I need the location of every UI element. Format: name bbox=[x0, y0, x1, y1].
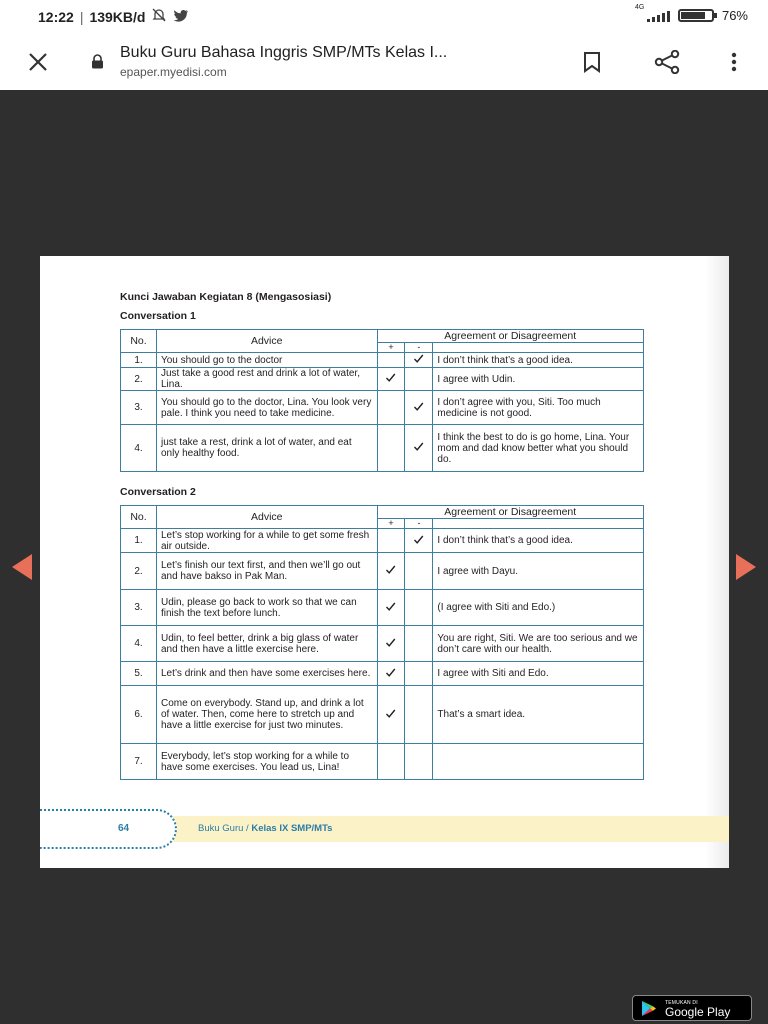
badge-store-name: Google Play bbox=[665, 1005, 731, 1019]
col-header-no: No. bbox=[121, 506, 157, 529]
check-mark-icon bbox=[413, 441, 424, 452]
row-advice: just take a rest, drink a lot of water, and eat only healthy food. bbox=[156, 425, 377, 472]
table-row bbox=[121, 553, 644, 590]
check-mark-icon bbox=[385, 637, 396, 648]
row-advice: You should go to the doctor bbox=[156, 353, 377, 368]
row-minus-mark bbox=[405, 744, 433, 780]
network-type: 4G bbox=[634, 3, 645, 11]
col-header-agreement: Agreement or Disagreement bbox=[377, 330, 644, 343]
col-header-minus: - bbox=[405, 519, 433, 529]
battery-icon bbox=[678, 9, 714, 22]
check-mark-icon bbox=[413, 353, 424, 364]
row-advice: Let’s stop working for a while to get some fresh air outside. bbox=[156, 529, 377, 553]
google-play-badge[interactable] bbox=[632, 995, 752, 1021]
row-advice: Let’s drink and then have some exercises here. bbox=[156, 662, 377, 686]
conversation1-rows bbox=[121, 353, 644, 472]
row-advice: Just take a good rest and drink a lot of water, Lina. bbox=[156, 368, 377, 391]
col-header-advice: Advice bbox=[156, 506, 377, 529]
table-row bbox=[121, 590, 644, 626]
row-number: 4. bbox=[121, 425, 157, 472]
row-number: 1. bbox=[121, 353, 157, 368]
mute-bell-icon bbox=[151, 8, 167, 25]
row-minus-mark bbox=[405, 391, 433, 425]
arrow-right-icon bbox=[734, 552, 758, 582]
row-plus-mark bbox=[377, 391, 405, 425]
row-number: 5. bbox=[121, 662, 157, 686]
row-plus-mark bbox=[377, 368, 405, 391]
row-plus-mark bbox=[377, 425, 405, 472]
row-response bbox=[433, 744, 644, 780]
row-minus-mark bbox=[405, 368, 433, 391]
close-icon bbox=[27, 51, 49, 73]
footer-book-prefix: Buku Guru / bbox=[198, 823, 249, 834]
row-minus-mark bbox=[405, 353, 433, 368]
check-mark-icon bbox=[385, 564, 396, 575]
more-vertical-icon bbox=[731, 52, 737, 72]
row-plus-mark bbox=[377, 529, 405, 553]
check-mark-icon bbox=[385, 708, 396, 719]
row-response: I don’t think that’s a good idea. bbox=[433, 353, 644, 368]
row-plus-mark bbox=[377, 686, 405, 744]
conversation2-rows bbox=[121, 529, 644, 780]
row-response: I don’t agree with you, Siti. Too much medicine is not good. bbox=[433, 391, 644, 425]
status-time: 12:22 bbox=[38, 8, 74, 25]
row-minus-mark bbox=[405, 590, 433, 626]
row-response: I agree with Siti and Edo. bbox=[433, 662, 644, 686]
table-row bbox=[121, 425, 644, 472]
footer-book-title: Kelas IX SMP/MTs bbox=[251, 823, 333, 834]
row-minus-mark bbox=[405, 425, 433, 472]
status-speed: 139KB/d bbox=[89, 8, 146, 25]
table-row bbox=[121, 686, 644, 744]
page-url: epaper.myedisi.com bbox=[120, 65, 227, 79]
check-mark-icon bbox=[413, 401, 424, 412]
row-response: You are right, Siti. We are too serious and we don’t care with our health. bbox=[433, 626, 644, 662]
row-response: I agree with Udin. bbox=[433, 368, 644, 391]
twitter-icon bbox=[173, 9, 189, 25]
document-page bbox=[40, 256, 729, 868]
table-row bbox=[121, 662, 644, 686]
row-response: I think the best to do is go home, Lina. Your mom and dad know better what you should do. bbox=[433, 425, 644, 472]
row-advice: Come on everybody. Stand up, and drink a lot of water. Then, come here to stretch up and have a little exercise for just two minutes. bbox=[156, 686, 377, 744]
col-header-response bbox=[433, 519, 644, 529]
share-icon bbox=[653, 50, 681, 74]
page-title-box[interactable] bbox=[120, 44, 560, 79]
row-number: 1. bbox=[121, 529, 157, 553]
row-plus-mark bbox=[377, 662, 405, 686]
check-mark-icon bbox=[413, 534, 424, 545]
status-bar bbox=[0, 0, 768, 34]
table-row bbox=[121, 353, 644, 368]
row-number: 6. bbox=[121, 686, 157, 744]
lock-icon bbox=[90, 54, 105, 69]
table-row bbox=[121, 391, 644, 425]
row-number: 3. bbox=[121, 391, 157, 425]
conversation2-title: Conversation 2 bbox=[120, 486, 196, 498]
row-minus-mark bbox=[405, 662, 433, 686]
table-row bbox=[121, 744, 644, 780]
row-plus-mark bbox=[377, 353, 405, 368]
conversation1-title: Conversation 1 bbox=[120, 310, 196, 322]
row-number: 7. bbox=[121, 744, 157, 780]
row-minus-mark bbox=[405, 553, 433, 590]
col-header-response bbox=[433, 343, 644, 353]
table-row bbox=[121, 626, 644, 662]
row-plus-mark bbox=[377, 626, 405, 662]
row-response: I agree with Dayu. bbox=[433, 553, 644, 590]
row-response: I don’t think that’s a good idea. bbox=[433, 529, 644, 553]
google-play-icon bbox=[641, 1000, 657, 1017]
row-plus-mark bbox=[377, 590, 405, 626]
previous-page-button[interactable] bbox=[10, 552, 34, 582]
col-header-plus: + bbox=[377, 343, 405, 353]
col-header-plus: + bbox=[377, 519, 405, 529]
battery-percent: 76% bbox=[721, 8, 748, 23]
row-minus-mark bbox=[405, 529, 433, 553]
page-edge-shadow bbox=[705, 256, 729, 868]
share-button[interactable] bbox=[647, 42, 687, 82]
row-number: 2. bbox=[121, 368, 157, 391]
row-plus-mark bbox=[377, 744, 405, 780]
row-advice: Udin, to feel better, drink a big glass of water and then have a little exercise here. bbox=[156, 626, 377, 662]
table-row bbox=[121, 529, 644, 553]
page-content bbox=[120, 291, 644, 780]
row-minus-mark bbox=[405, 626, 433, 662]
row-minus-mark bbox=[405, 686, 433, 744]
signal-icon bbox=[634, 3, 670, 22]
check-mark-icon bbox=[385, 601, 396, 612]
close-button[interactable] bbox=[18, 42, 58, 82]
battery-level bbox=[681, 12, 705, 19]
col-header-advice: Advice bbox=[156, 330, 377, 353]
section-heading: Kunci Jawaban Kegiatan 8 (Mengasosiasi) bbox=[120, 291, 332, 303]
page-number-tab bbox=[40, 809, 177, 849]
badge-small-text: TEMUKAN DI bbox=[665, 1000, 698, 1006]
arrow-left-icon bbox=[10, 552, 34, 582]
row-plus-mark bbox=[377, 553, 405, 590]
table-row bbox=[121, 368, 644, 391]
check-mark-icon bbox=[385, 667, 396, 678]
more-options-button[interactable] bbox=[714, 42, 754, 82]
check-mark-icon bbox=[385, 372, 396, 383]
row-advice: You should go to the doctor, Lina. You look very pale. I think you need to take medicine. bbox=[156, 391, 377, 425]
conversation2-table bbox=[120, 505, 644, 780]
bookmark-button[interactable] bbox=[572, 42, 612, 82]
row-advice: Everybody, let’s stop working for a while to have some exercises. You lead us, Lina! bbox=[156, 744, 377, 780]
footer-book-info bbox=[198, 823, 332, 834]
next-page-button[interactable] bbox=[734, 552, 758, 582]
col-header-minus: - bbox=[405, 343, 433, 353]
row-response: (I agree with Siti and Edo.) bbox=[433, 590, 644, 626]
row-number: 4. bbox=[121, 626, 157, 662]
row-response: That’s a smart idea. bbox=[433, 686, 644, 744]
col-header-agreement: Agreement or Disagreement bbox=[377, 506, 643, 519]
row-advice: Let’s finish our text first, and then we’ll go out and have bakso in Pak Man. bbox=[156, 553, 377, 590]
row-advice: Udin, please go back to work so that we can finish the text before lunch. bbox=[156, 590, 377, 626]
col-header-no: No. bbox=[121, 330, 157, 353]
row-number: 2. bbox=[121, 553, 157, 590]
row-number: 3. bbox=[121, 590, 157, 626]
page-number: 64 bbox=[118, 823, 130, 834]
conversation1-table bbox=[120, 329, 644, 472]
status-separator: | bbox=[79, 8, 84, 25]
bookmark-icon bbox=[582, 51, 602, 73]
browser-toolbar bbox=[0, 34, 768, 90]
page-title: Buku Guru Bahasa Inggris SMP/MTs Kelas I... bbox=[120, 44, 448, 61]
